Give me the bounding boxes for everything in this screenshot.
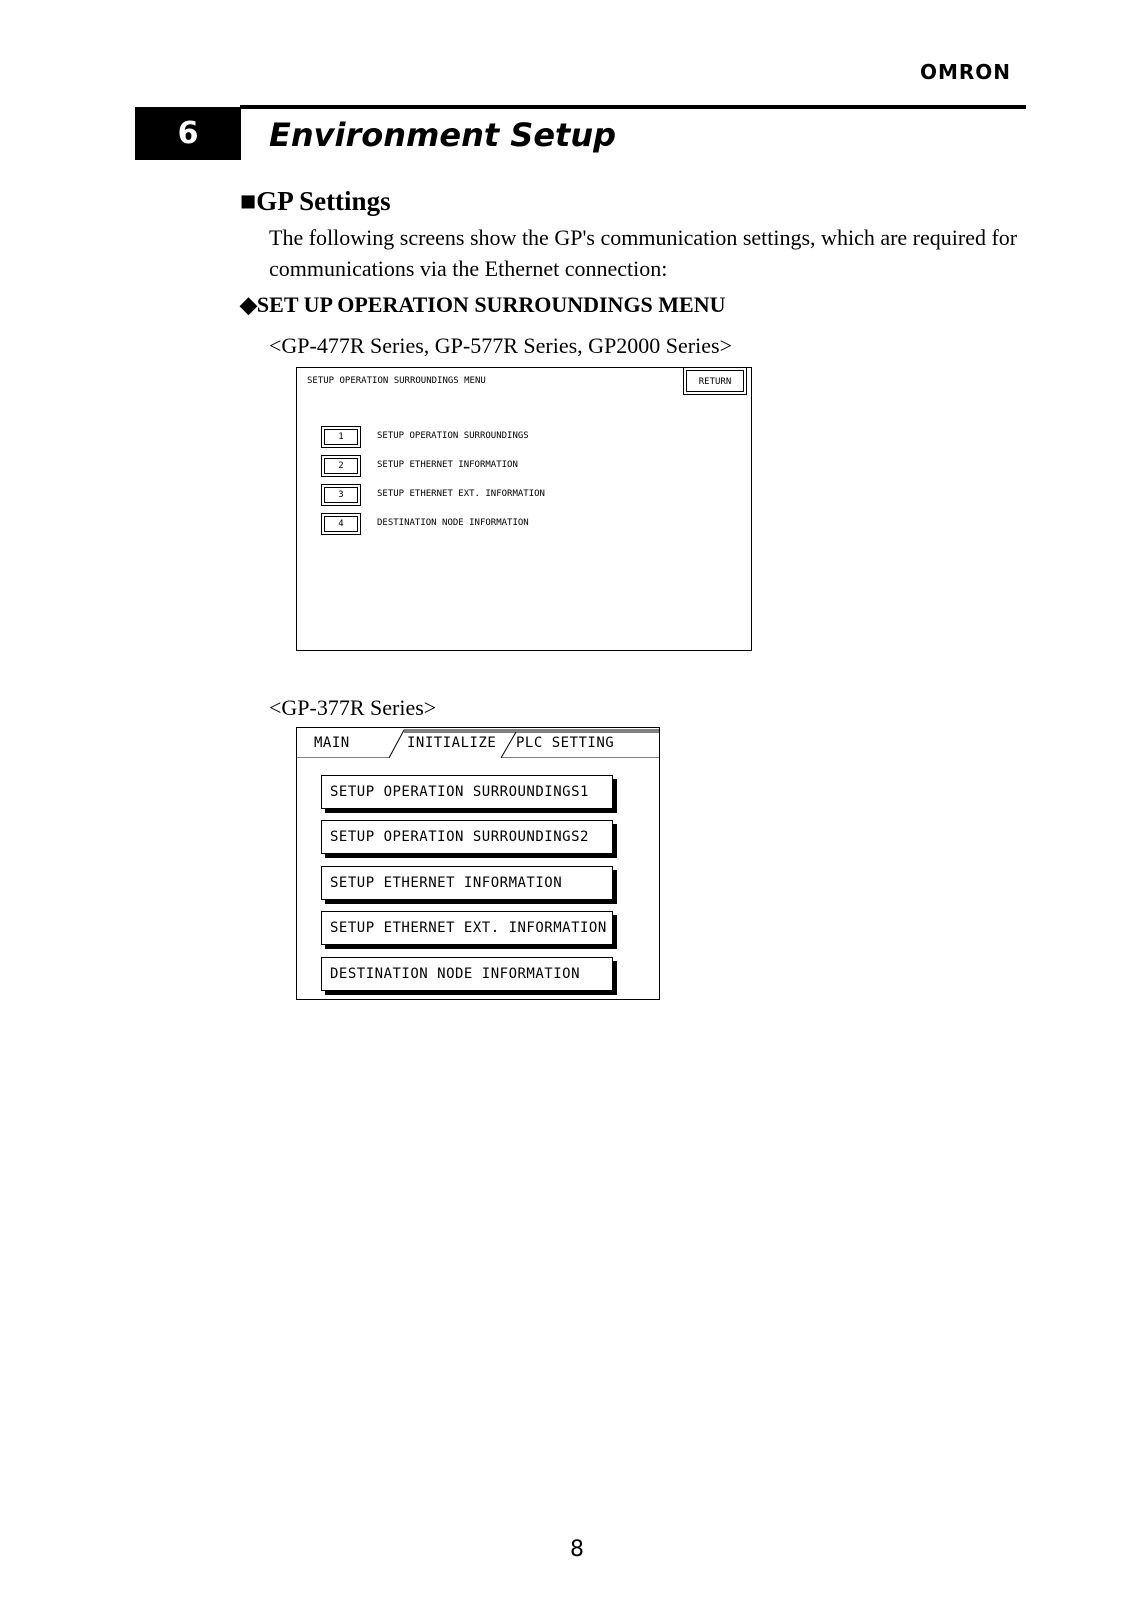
- setup-ethernet-info-button[interactable]: SETUP ETHERNET INFORMATION: [321, 866, 613, 900]
- header-rule: [240, 105, 1026, 109]
- screen2-caption: <GP-377R Series>: [269, 695, 437, 720]
- setup-surroundings1-button[interactable]: SETUP OPERATION SURROUNDINGS1: [321, 775, 613, 809]
- tab-main[interactable]: MAIN: [314, 735, 350, 751]
- tab-plc-setting[interactable]: PLC SETTING: [516, 735, 615, 751]
- return-button[interactable]: RETURN: [683, 367, 747, 395]
- chapter-number: 6: [135, 107, 241, 160]
- section-heading: ■GP Settings: [240, 186, 391, 216]
- tab-initialize[interactable]: INITIALIZE: [407, 735, 497, 751]
- menu-label-2: SETUP ETHERNET INFORMATION: [377, 460, 518, 470]
- menu-number-button-3[interactable]: 3: [321, 484, 361, 506]
- menu-label-1: SETUP OPERATION SURROUNDINGS: [377, 431, 529, 441]
- brand-name: OMRON: [920, 60, 1012, 84]
- page-number: 8: [570, 1537, 584, 1562]
- subsection-heading: ◆SET UP OPERATION SURROUNDINGS MENU: [240, 292, 726, 317]
- setup-menu-screen-gp477: [296, 367, 752, 651]
- setup-surroundings2-button[interactable]: SETUP OPERATION SURROUNDINGS2: [321, 820, 613, 854]
- screen1-caption: <GP-477R Series, GP-577R Series, GP2000 Series>: [269, 333, 732, 358]
- section-paragraph: The following screens show the GP's communication settings, which are required for communications via the Ethernet connection:: [269, 225, 1018, 281]
- chapter-title: Environment Setup: [269, 116, 617, 154]
- menu-label-4: DESTINATION NODE INFORMATION: [377, 518, 529, 528]
- menu-label-3: SETUP ETHERNET EXT. INFORMATION: [377, 489, 545, 499]
- setup-ethernet-ext-info-button[interactable]: SETUP ETHERNET EXT. INFORMATION: [321, 911, 613, 945]
- menu-number-button-1[interactable]: 1: [321, 426, 361, 448]
- menu-number-button-2[interactable]: 2: [321, 455, 361, 477]
- screen1-title: SETUP OPERATION SURROUNDINGS MENU: [307, 376, 486, 386]
- menu-number-button-4[interactable]: 4: [321, 513, 361, 535]
- setup-menu-screen-gp377: [296, 727, 660, 1000]
- destination-node-info-button[interactable]: DESTINATION NODE INFORMATION: [321, 957, 613, 991]
